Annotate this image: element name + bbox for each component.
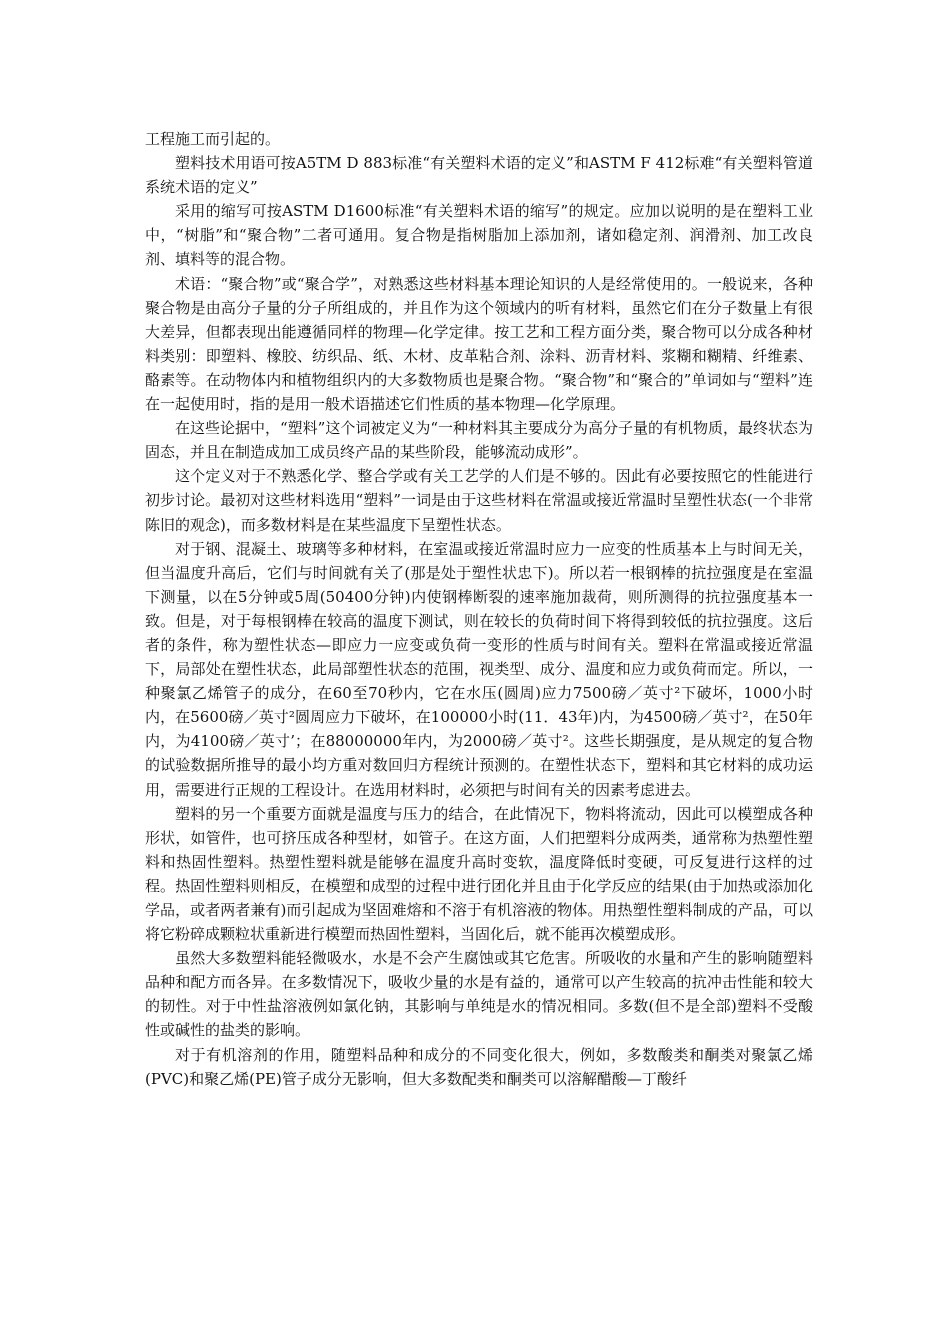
paragraph-1: 工程施工而引起的。 bbox=[145, 130, 281, 148]
body-text bbox=[145, 127, 813, 1091]
paragraph-5: 在这些论据中，“塑料”这个词被定义为“一种材料其主要成分为高分子量的有机物质，最终状态为固态，并且在制造成加工成员终产品的某些阶段，能够流动成形”。 bbox=[145, 419, 814, 462]
paragraph-4: 术语：“聚合物”或“聚合学”，对熟悉这些材料基本理论知识的人是经常使用的。一般说来，各种聚合物是由高分子量的分子所组成的，并且作为这个领域内的听有材料，虽然它们在分子数量上有很大差异，但都表现出能遵循同样的物理—化学定律。按工艺和工程方面分类，聚合物可以分成各种材料类别：即塑料、橡胶、纺织品、纸、木材、皮革粘合剂、涂料、沥青材料、浆糊和糊精、纤维素、酪素等。在动物体内和植物组织内的大多数物质也是聚合物。“聚合物”和“聚合的”单词如与“塑料”连在一起使用时，指的是用一般术语描述它们性质的基本物理—化学原理。 bbox=[145, 274, 813, 414]
paragraph-6: 这个定义对于不熟悉化学、整合学或有关工艺学的人们是不够的。因此有必要按照它的性能进行初步讨论。最初对这些材料选用“塑料”一词是由于这些材料在常温或接近常温时呈塑性状态(一个非常陈旧的观念)，而多数材料是在某些温度下呈塑性状态。 bbox=[145, 467, 813, 534]
paragraph-3: 采用的缩写可按ASTM D1600标准“有关塑料术语的缩写”的规定。应加以说明的是在塑料工业中，“树脂”和“聚合物”二者可通用。复合物是指树脂加上添加剂，诸如稳定剂、润滑剂、加工改良剂、填料等的混合物。 bbox=[145, 202, 813, 269]
paragraph-7: 对于钢、混凝土、玻璃等多种材料，在室温或接近常温时应力一应变的性质基本上与时间无关，但当温度升高后，它们与时间就有关了(那是处于塑性状忠下)。所以若一根钢棒的抗拉强度是在室温下测量，以在5分钟或5周(50400分钟)内使钢棒断裂的速率施加裁荷，则所测得的抗拉强度基本一致。但是，对于每根钢棒在较高的温度下测试，则在较长的负荷时间下将得到较低的抗拉强度。这后者的条件，称为塑性状态—即应力一应变或负荷一变形的性质与时间有关。塑料在常温或接近常温下，局部处在塑性状态，此局部塑性状态的范围，视类型、成分、温度和应力或负荷而定。所以，一种聚氯乙烯管子的成分，在60至70秒内，它在水压(圆周)应力7500磅／英寸²下破坏，1000小时内，在5600磅／英寸²圆周应力下破坏，在100000小时(11．43年)内，为4500磅／英寸²，在50年内，为4100磅／英寸’；在88000000年内，为2000磅／英寸²。这些长期强度，是从规定的复合物的试验数据所推导的最小均方重对数回归方程统计预测的。在塑性状态下，塑料和其它材料的成功运用，需要进行正规的工程设计。在选用材料时，必须把与时间有关的因素考虑进去。 bbox=[145, 539, 813, 799]
paragraph-2: 塑料技术用语可按A5TM D 883标准“有关塑料术语的定义”和ASTM F 412标难“有关塑料管道系统术语的定义” bbox=[145, 154, 813, 197]
paragraph-9: 虽然大多数塑料能轻微吸水，水是不会产生腐蚀或其它危害。所吸收的水量和产生的影响随塑料品种和配方而各异。在多数情况下，吸收少量的水是有益的，通常可以产生较高的抗冲击性能和较大的韧性。对于中性盐溶液例如氯化钠，其影响与单纯是水的情况相同。多数(但不是全部)塑料不受酸性或碱性的盐类的影响。 bbox=[145, 949, 813, 1040]
paragraph-10: 对于有机溶剂的作用，随塑料品种和成分的不同变化很大，例如，多数酸类和酮类对聚氯乙烯(PVC)和聚乙烯(PE)管子成分无影响，但大多数配类和酮类可以溶解醋酸—丁酸纤 bbox=[145, 1045, 813, 1088]
paragraph-8: 塑料的另一个重要方面就是温度与压力的结合，在此情况下，物料将流动，因此可以模塑成各种形状，如管件，也可挤压成各种型材，如管子。在这方面，人们把塑料分成两类，通常称为热塑性塑料和热固性塑料。热塑性塑料就是能够在温度升高时变软，温度降低时变硬，可反复进行这样的过程。热固性塑料则相反，在模塑和成型的过程中进行团化并且由于化学反应的结果(由于加热或添加化学品，或者两者兼有)而引起成为坚固难熔和不溶于有机溶液的物体。用热塑性塑料制成的产品，可以将它粉碎成颗粒状重新进行模塑而热固性塑料，当固化后，就不能再次模塑成形。 bbox=[145, 804, 813, 944]
